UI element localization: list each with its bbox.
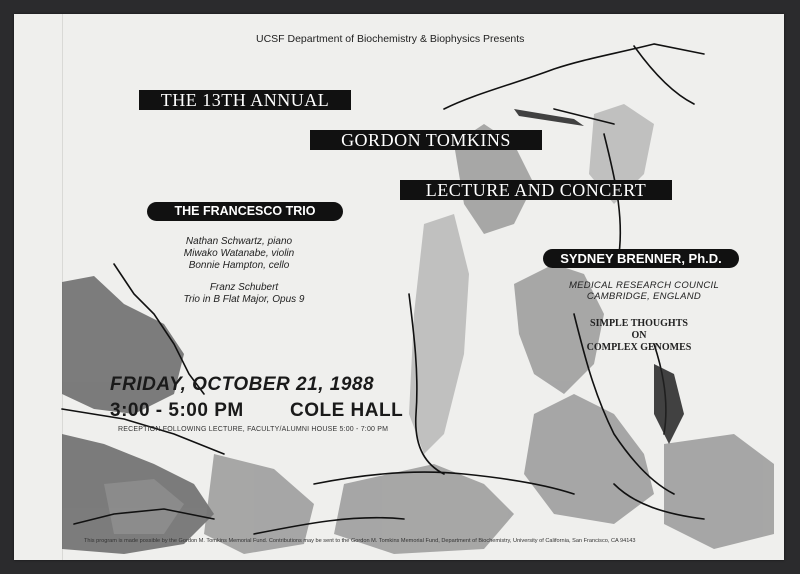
footer-credit: This program is made possible by the Gordon M. Tomkins Memorial Fund. Contributions may be sent to the Gordon M. Tomkins Memorial Fund, Department of Biochemistry, University of California, San Francisco, CA 94143 <box>84 538 636 544</box>
trio-name-badge: THE FRANCESCO TRIO <box>147 202 343 221</box>
poster-sheet <box>14 14 784 560</box>
title-banner-line2: GORDON TOMKINS <box>310 130 542 150</box>
event-location: COLE HALL <box>290 400 404 421</box>
speaker-name-badge: SYDNEY BRENNER, Ph.D. <box>543 249 739 268</box>
speaker-institution <box>544 280 744 302</box>
event-date: FRIDAY, OCTOBER 21, 1988 <box>110 374 375 395</box>
talk-title-line3: COMPLEX GENOMES <box>586 342 692 353</box>
title-banner-line3: LECTURE AND CONCERT <box>400 180 672 200</box>
talk-title-line1: SIMPLE THOUGHTS <box>590 318 688 329</box>
trio-member: Miwako Watanabe, violin <box>183 248 295 259</box>
piece-title: Trio in B Flat Major, Opus 9 <box>183 294 305 305</box>
composer-name: Franz Schubert <box>209 282 279 293</box>
presenter-line: UCSF Department of Biochemistry & Biophysics Presents <box>256 33 525 45</box>
event-time: 3:00 - 5:00 PM <box>110 400 244 421</box>
program-piece <box>144 282 344 306</box>
talk-title <box>554 318 724 354</box>
institution-name: MEDICAL RESEARCH COUNCIL <box>568 280 720 291</box>
title-banner-line1: THE 13TH ANNUAL <box>139 90 351 110</box>
talk-title-line2: ON <box>631 330 647 341</box>
trio-members <box>164 236 314 272</box>
reception-note: RECEPTION FOLLOWING LECTURE, FACULTY/ALUMNI HOUSE 5:00 - 7:00 PM <box>118 426 389 433</box>
institution-location: CAMBRIDGE, ENGLAND <box>586 291 702 302</box>
trio-member: Bonnie Hampton, cello <box>188 260 290 271</box>
trio-member: Nathan Schwartz, piano <box>185 236 293 247</box>
